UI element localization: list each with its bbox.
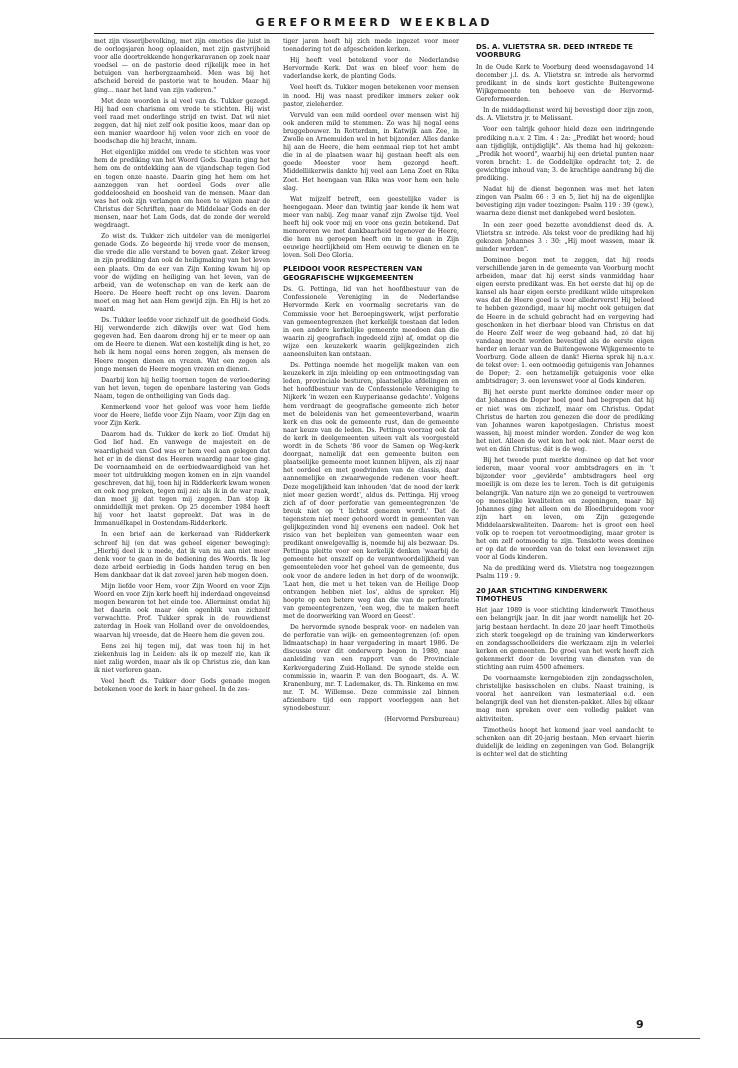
- paragraph: Eens zei hij tegen mij, dat was toen hij in het ziekenhuis lag in Leiden: als ik op mezelf zie, kan ik niet zalig worden, maar als ik op Christus zie, dan kan ik niet verloren gaan.: [94, 642, 270, 674]
- paragraph: Zo wist ds. Tukker zich uitdeler van de menigerlei genade Gods. Zo begeerde hij vrede voor de mensen, die vrede die alle verstand te boven gaat. Zeker kreeg in zijn prediking dan ook de heiligmaking van het leven een plaats. Om de eer van Zijn Koning kwam hij op voor de wijding en heiliging van het leven, van de arbeid, van de wetenschap en van de kerk aan de Heere. De Heere heeft recht op ons leven. Daarom moet en mag het aan Hem gewijd zijn. En Hij is het zo waard.: [94, 233, 270, 313]
- paragraph: Dominee begon met te zeggen, dat hij reeds verschillende jaren in de gemeente van Voorburg mocht arbeiden, maar dat hij eerst sinds vanmiddag haar eigen eerste predikant was. En het eerste dat hij op de kansel als haar eigen eerste predikant wilde uitspreken was dat de Heere goed is voor allederverst! Hij beleed te hebben gezondigd, maar hij mocht ook getuigen dat de Heere in de schuld gebracht had en vergeving had geschonken in het dierbaar bloed van Christus en dat de Heere Zelf weer de weg gebaand had, zó dat hij vandaag mocht worden bevestigd als de eerste eigen herder en leraar van de Buitengewone Wijkgemeente te Voorburg. Gode alleen de dank! Hierna sprak hij n.a.v. de tekst over: 1. een ootmoedig getuigenis van Johannes de Doper; 2. een hetzamelijk getuigenis voor elke ambtsdrager; 3. een levenswet voor al Gods kinderen.: [476, 256, 654, 386]
- masthead: GEREFORMEERD WEEKBLAD: [255, 16, 493, 29]
- paragraph: Kenmerkend voor het geloof was voor hem liefde voor de Heere, liefde voor Zijn Naam, voor Zijn dag en voor Zijn Kerk.: [94, 404, 270, 428]
- column-2: [283, 38, 459, 1018]
- paragraph: Veel heeft ds. Tukker mogen betekenen voor mensen in nood. Hij was naast prediker immers zeker ook pastor, zieleherder.: [283, 84, 459, 108]
- article-heading: PLEIDOOI VOOR RESPECTEREN VAN GEOGRAFISCHE WIJKGEMEENTEN: [283, 265, 423, 282]
- paragraph: Veel heeft ds. Tukker door Gods genade mogen betekenen voor de kerk in haar geheel. In de zes-: [94, 678, 270, 694]
- paragraph: Daarbij kon hij heilig toornen tegen de verloedering van het leven, tegen de openbare lastering van Gods Naam, tegen de ontheiliging van Gods dag.: [94, 376, 270, 400]
- top-rule: [94, 33, 654, 34]
- paragraph: Het eigenlijke middel om vrede te stichten was voor hem de prediking van het Woord Gods. Daarin ging het hem om de ontdekking aan de vijandschap tegen God en tegen onze naaste. Daarin ging het hem om het aanzeggen van het oordeel Gods over alle goddeloosheid en boosheid van de mensen. Maar dan was het ook zijn verlangen om heen te wijzen naar de Christus der Schriften, naar de Middelaar Gods en der mensen, naar het Lam Gods, dat de zonde der wereld wegdraagt.: [94, 149, 270, 230]
- paragraph: Na de prediking werd ds. Vlietstra nog toegezongen Psalm 119 : 9.: [476, 565, 654, 581]
- paragraph: Ds. Pettinga noemde het mogelijk maken van een keuzekerk in zijn inleiding op een ontmoetingsdag van leden, provinciale besturen, plaatselijke afdelingen en het hoofdbestuur van de Confessionele Vereniging te Nijkerk 'in wezen een Kuyperiaanse gedachte'. Volgens hem verdraagt de geografische gemeente zich beter met de beleidenis van het gemeenteverband, waarin kerk en dus ook de gemeente rust, dan de gemeente naar keuze van de leden. Ds. Pettinga voorzag ook dat de kerk in deelgemeenten uiteen valt als voorgesteld wordt in de Schets '86 voor de Samen op Weg-kerk doorgaat, namelijk dat een gemeente buiten een plaatselijke gemeente moet kunnen blijven, als zij naar het oordeel en met goedvinden van de classis, daar aannemelijke en zwaarwegende redenen voor heeft. Deze mogelijkheid kan inhouden 'dat de nood der kerk niet meer gezien wordt', aldus ds. Pettinga. Hij vroeg zich af of door perforatie van gemeentegrenzen 'de breuk niet op 't lichtst genezen wordt.' Dat de tegenstem niet meer gehoord wordt in gemeenten van gelijkgezinden vond hij evenens een nadeel. Ook het risico van het bepleiten van gemeenten waar een predikant onwelgevallig is, noemde hij als bezwaar. Ds. Pettinga pleitte voor een kerkelijk denken 'waarbij de gemeente het onszelf op de verantwoordelijkheid van gemeenteleden voor het geheel van de gemeente, dus ook voor de andere leden in het dorp of de woonwijk. 'Laat hen, die met u het teken van de Heilige Doop ontvangen hebben niet los', aldus de spreker. Hij hoopte op een betere weg dan die van de perforatie van gemeentegrenzen, 'een weg, die te maken heeft met de doorwerking van Woord en Geest'.: [283, 362, 459, 620]
- paragraph: In de Oude Kerk te Voorburg deed woensdagavond 14 december j.l. ds. A. Vlietstra sr. intrede als hervormd predikant in de sinds kort gestichte Buitengewone Wijkgemeente ten behoeve van de Hervormd-Gereformeerden.: [476, 63, 654, 104]
- paragraph: Wat mijzelf betreft, een geestelijke vader is heengegaan. Meer dan twintig jaar kende ik hem wat meer van nabij. Zeg maar vanaf zijn Zwolse tijd. Veel heeft hij ook voor mij en voor ons gezin betekend. Dat memoreren we met dankbaarheid tegenover de Heere, die hem nu geroepen heeft om in te gaan in Zijn eeuwige heerlijkheid om Hem eeuwig te dienen en te loven. Soli Deo Gloria.: [283, 195, 459, 260]
- paragraph: Bij het tweede punt merkte dominee op dat het voor iederen, maar vooral voor ambtsdragers en in 't bijzonder voor „geviërde" ambtsdragers heel erg moeilijk is om deze les te leren. Toch is dit getuigenis belangrijk. Van nature zijn we zo geneigd te vertrouwen op menselijke kwaliteiten en zegeningen, maar bij Johannes ging het alleen om de Bloedbruidegom voor zijn hart en leven, om Zijn gezegende Middelaarskwaliteiten. Daarom: het is groot een heel volk op te roepen tot verootmoediging, maar groter is het om zelf ootmoedig te zijn. Tenslotte wees dominee er op dat de woorden van de tekst een levenswet zijn voor al Gods kinderen.: [476, 457, 654, 562]
- paragraph: Vervuld van een mild oordeel over mensen wist hij ook anderen mild te stemmen. Zo was hij nogal eens bruggebouwer. In Rotterdam, in Katwijk aan Zee, in Zwolle en Arnemuiden wel in het bijzonder. Alles danke hij aan de Heere, die hem eenmaal riep tot het ambt die in al de plaatsen waar hij gestaan heeft als een goede Meester voor hem gezorgd heeft. Middelliikerwiis dankte hij veel aan Lena Zoet en Rika Zoet. Het heengaan van Rika was voor hem een hele slag.: [283, 111, 459, 192]
- bottom-rule: [0, 1038, 700, 1039]
- article-heading: DS. A. VLIETSTRA SR. DEED INTREDE TE VOORBURG: [476, 43, 633, 60]
- paragraph: De voornaamste kerngebieden zijn zondagsscholen, christelijke basisscholen en clubs. Naast training, is vooral het aanreiken van lesmateriaal e.d. een belangrijk deel van het diensten-pakket. Alles bij elkaar mag men spreken over een volledig pakket van aktiviteiten.: [476, 675, 654, 723]
- column-1: [94, 38, 270, 1018]
- column-3: [476, 38, 654, 1018]
- article-signature: (Hervormd Persbureau): [384, 716, 459, 724]
- paragraph: Timotheüs hoopt het komend jaar veel aandacht te schenken aan dit 20-jarig bestaan. Men ervaart hierin duidelijk de leiding en zegeningen van God. Belangrijk is echter wel dat de stichting: [476, 726, 654, 758]
- paragraph: In een zeer goed bezette avonddienst deed ds. A. Vlietstra sr. intrede. Als tekst voor de prediking had hij gekozen Johannes 3 : 30: „Hij moet wassen, maar ik minder worden".: [476, 221, 654, 253]
- article-heading: 20 JAAR STICHTING KINDERWERK TIMOTHEUS: [476, 586, 608, 603]
- paragraph: met zijn visserijbevolking, met zijn emoties die juist in de oorlogsjaren hoog oplaaiden, met zijn gastvrijheid voor alle doortrekkende hongerkaravanen op zoek naar voedsel — en de pastorie deed rijkelijk mee in het betuigen van herbergzaamheid. Men was bij het afscheid bereid de pastorie wat te houden. Maar hij ging... naar het land van zijn vaderen.": [94, 38, 270, 94]
- paragraph: Het jaar 1989 is voor stichting kinderwerk Timotheus een belangrijk jaar. In dit jaar wordt namelijk het 20-jarig bestaan herdacht. In deze 20 jaar heeft Timotheüs zich sterk toegelegd op de training van kinderwerkers en zondagsschoolleiders die werkzaam zijn in velerlei kerken en gemeenten. De groei van het werk heeft zich gekenmerkt door de levering van diensten van de stichting aan ruim 4500 afnemers.: [476, 607, 654, 671]
- paragraph: Nadat hij de dienst begonnen was met het laten zingen van Psalm 66 : 3 en 5, liet hij na de eigenlijke bevestiging zijn vader toezingen: Psalm 119 : 39 (gew.), waarna deze dienst met dankgebed werd besloten.: [476, 186, 654, 218]
- paragraph: Met deze woorden is al veel van ds. Tukker gezegd. Hij had een charisma om vrede te stichten. Hij wist veel raad met onderlinge strijd en twist. Dat wil niet zeggen, dat hij niet zelf ook positie koos, maar dan op een manier waardoor hij velen voor zich en voor de boodschap die hij bracht, innam.: [94, 97, 270, 146]
- paragraph: Hij heeft veel betekend voor de Nederlandse Hervormde Kerk. Dat was en bleef voor hem de vaderlandse kerk, de planting Gods.: [283, 57, 459, 81]
- paragraph: Daarom had ds. Tukker de kerk zo lief. Omdat hij God lief had. En vanwege de majesteit en de waardigheid van God was er hem veel aan gelegen dat het er in de dienst des Heeren waardig naar toe ging. De voornaamheid en de eerbiedwaardigheid van het meer tot uitdrukking mogen komen en in zijn vaandel geschreven, dat hij, toen hij in Ridderkerk kwam wonen en ook nog preken, tegen mij zei: als ik in de war raak, dan moet jij dat tegen mij zeggen. Dan stop ik onmiddellijk met preken. Op 25 december 1984 heeft hij voor het laatst gepreekt. Dat was in de Immanuëlkapel in Oostendam-Ridderkerk.: [94, 431, 270, 528]
- paragraph: Ds. G. Pettinga, lid van het hoofdbestuur van de Confessionele Vereniging in de Nederlandse Hervormde Kerk en voormalig secretaris van de Commissie voor het Beroepingswerk, wijst perforatie van gemeentegrenzen (het kerkelijk toestaan dat leden in een andere kerkelijke gemeente meedoen dan die waarin zij geografisch ingedeeld zijn) af, omdat op die wijze een keuzekerk waarin gelijkgezinden zich aaneensluiten kan ontstaan.: [283, 286, 459, 358]
- page-number: 9: [636, 1018, 644, 1031]
- paragraph: tiger jaren heeft hij zich mede ingezet voor meer toenadering tot de afgescheiden kerken.: [283, 38, 459, 54]
- paragraph: De hervormde synode besprak voor- en nadelen van de perforatie van wijk- en gemeentegrenzen (of: open lidmaatschap) in haar vergadering in maart 1986. De discussie over dit onderwerp begon in 1980, naar aanleiding van een rapport van de Provinciale Kerkvergadering Zuid-Holland. De synode stelde een commissie in, waarin P. van den Boogaart, ds. A. W. Kranenburg, mr. T. Lademaker, ds. Th. Rinkema en mw. mr. T. M. Willemse. Deze commissie zal binnen afzienbare tijd een rapport voorleggen aan het synodebestuur.: [283, 624, 459, 713]
- paragraph: Mijn liefde voor Hem, voor Zijn Woord en voor Zijn Woord en voor Zijn kerk heeft hij inderdaad ongeveinsd mogen bewaren tot het einde toe. Allerminst omdat hij het daarin ook maar één ogenblik van zichzelf verwachtte. Prof. Tukker sprak in de rouwdienst zaterdag in Hoek van Holland over de onvoldoendes, waarvan hij vreesde, dat de Heere hem die geven zou.: [94, 583, 270, 639]
- paragraph: In de middagdienst werd hij bevestigd door zijn zoon, ds. A. Vlietstra jr. te Melissant.: [476, 107, 654, 123]
- paragraph: Ds. Tukker leefde voor zichzelf uit de goedheid Gods. Hij verwonderde zich dikwijls over wat God hem gegeven had. Een daarom drong hij er te meer op aan om de Heere te dienen. Wat een kostelijk ding is het, zo heb ik hem nogal eens horen zeggen, als mensen de Heere mogen dienen en vrezen. Wat een zegen als jonge mensen de Heere mogen vrezen en dienen.: [94, 317, 270, 373]
- paragraph: Bij het eerste punt merkte dominee onder meer op dat Johannes de Doper hoel goed had begrepen dat hij er niet was om zichzelf, maar om Christus. Opdat Christus de harten zou genezen die door de prediking van Johannes waren kapotgeslagen. Christus moest wassen, hij moest minder worden. Zonder de weg kon het niet. Alleen de wet kon het ook niet. Maar eerst de wet en dán Christus: dát is de weg.: [476, 389, 654, 454]
- paragraph: In een brief aan de kerkeraad van Ridderkerk schreef hij (en dat was geheel eigener beweging): „Hierbij deel ik u mede, dat ik van nu aan niet meer denk voor te gaan in de bediening des Woords. Ik leg deze arbeid eerbiedig in Gods handen terug en ben Hem dankbaar dat ik dat zoveel jaren heb mogen doen.: [94, 531, 270, 579]
- paragraph: Voor een talrijk gehoor hield deze een indringende prediking n.a.v. 2 Tim. 4 : 2a: „Predikt het woord; houd aan tijdiglijk, ontijdiglijk". Als thema had hij gekozen: „Predik het woord", waarbij hij een drietal punten naar voren bracht: 1. de Goddelijke opdracht tot; 2. de gewichtige inhoud van; 3. de krachtige aandrang bij die prediking.: [476, 126, 654, 183]
